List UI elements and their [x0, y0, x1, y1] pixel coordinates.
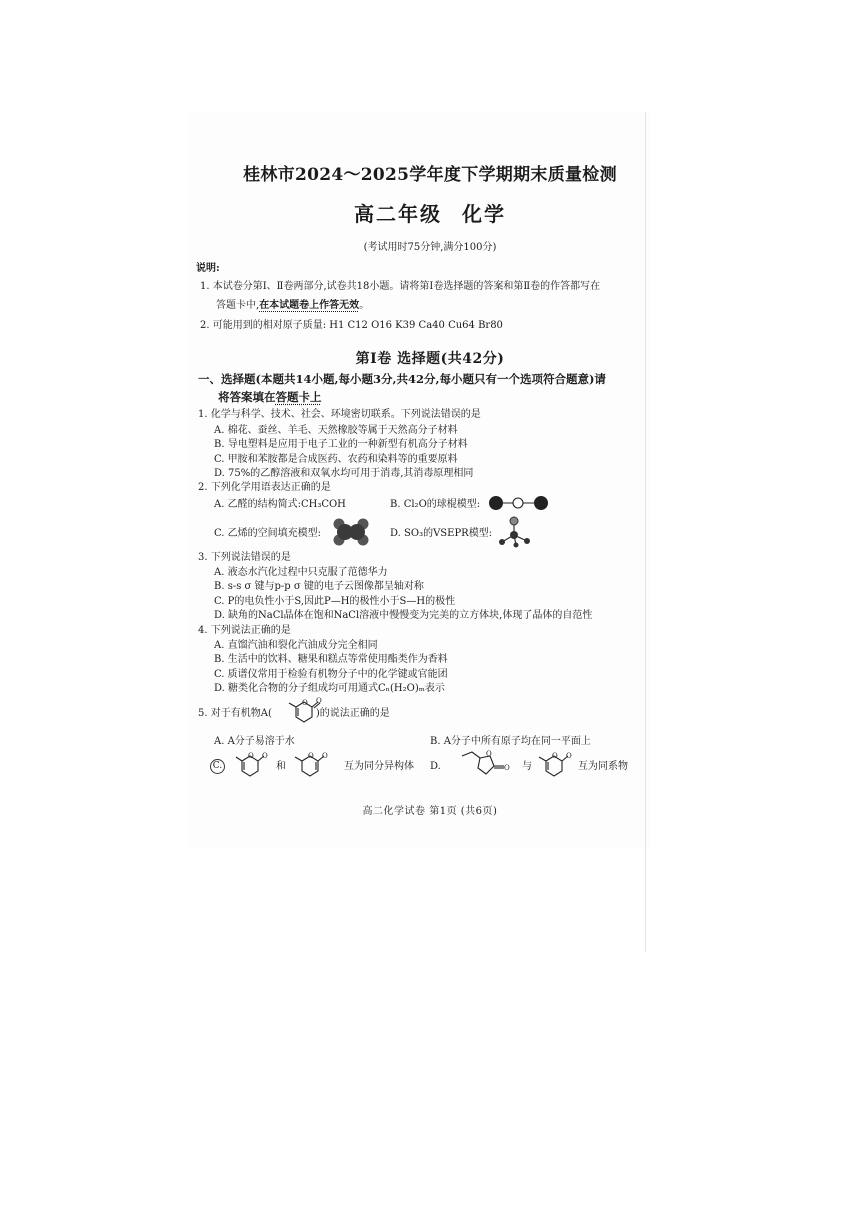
- q3-option-b: B. s-s σ 键与p-p σ 键的电子云图像都呈轴对称: [214, 581, 424, 592]
- section-instruction: 一、选择题(本题共14小题,每小题3分,共42分,每小题只有一个选项符合题意)请: [198, 372, 606, 386]
- q2-stem: 2. 下列化学用语表达正确的是: [198, 482, 331, 493]
- grade-label: 高二年级: [354, 202, 442, 226]
- exam-info: (考试用时75分钟,满分100分): [363, 242, 497, 253]
- q1-option-c: C. 甲胺和苯胺都是合成医药、农药和染料等的重要原料: [214, 454, 458, 465]
- q1-stem: 1. 化学与科学、技术、社会、环境密切联系。下列说法错误的是: [198, 409, 481, 420]
- note-item-2: 2. 可能用到的相对原子质量: H1 C12 O16 K39 Ca40 Cu64 Br80: [200, 320, 503, 331]
- svg-text:O: O: [504, 764, 510, 772]
- q5-option-a: A. A分子易溶于水: [214, 736, 295, 747]
- q5-stem: 5. 对于有机物A( )的说法正确的是: [198, 708, 390, 719]
- q4-option-b: B. 生活中的饮料、糖果和糕点等常使用酯类作为香料: [214, 654, 448, 665]
- svg-text:O: O: [308, 752, 314, 760]
- q1-option-d: D. 75%的乙醇溶液和双氧水均可用于消毒,其消毒原理相同: [214, 468, 474, 479]
- q4-option-d: D. 糖类化合物的分子组成均可用通式Cₙ(H₂O)ₘ表示: [214, 683, 445, 694]
- q5-d-structure-2: [534, 752, 576, 778]
- q5-option-d-label: D.: [430, 761, 441, 772]
- q4-option-c: C. 质谱仪常用于检验有机物分子中的化学键或官能团: [214, 669, 448, 680]
- q2-option-d: D. SO₃的VSEPR模型:: [390, 528, 493, 539]
- q3-option-a: A. 液态水汽化过程中只克服了范德华力: [214, 567, 388, 578]
- q2-option-c: C. 乙烯的空间填充模型:: [214, 528, 322, 539]
- q5-option-c-tail: 互为同分异构体: [344, 761, 414, 772]
- q2-option-b: B. Cl₂O的球棍模型:: [390, 499, 481, 510]
- so3-vsepr-model: [494, 515, 534, 549]
- q2-option-a: A. 乙醛的结构简式:CH₃COH: [214, 499, 346, 510]
- note-item-1-cont: 答题卡中,在本试题卷上作答无效。: [216, 300, 370, 311]
- notes-label: 说明:: [196, 263, 220, 274]
- svg-text:O: O: [302, 699, 308, 707]
- q5-c-structure-2: [290, 752, 332, 778]
- ethylene-space-filling-model: [333, 518, 369, 546]
- subject-label: 化学: [462, 202, 506, 226]
- q5-d-structure-1: [460, 748, 524, 778]
- instruction-emphasis: 答题卡上: [275, 390, 322, 404]
- svg-text:O: O: [248, 752, 254, 760]
- svg-text:O: O: [552, 752, 558, 760]
- page-footer: 高二化学试卷 第1页 (共6页): [362, 806, 498, 817]
- q1-option-b: B. 导电塑料是应用于电子工业的一种新型有机高分子材料: [214, 439, 468, 450]
- svg-text:O: O: [316, 697, 322, 705]
- q5-option-d-tail: 互为同系物: [578, 761, 628, 772]
- q5-option-c-label: [210, 759, 225, 774]
- q3-option-d: D. 缺角的NaCl晶体在饱和NaCl溶液中慢慢变为完美的立方体块,体现了晶体的自范性: [214, 610, 593, 621]
- q4-stem: 4. 下列说法正确的是: [198, 625, 291, 636]
- q4-option-a: A. 直馏汽油和裂化汽油成分完全相同: [214, 640, 378, 651]
- q1-option-a: A. 棉花、蚕丝、羊毛、天然橡胶等属于天然高分子材料: [214, 425, 458, 436]
- section-instruction-cont: 将答案填在答题卡上: [218, 390, 322, 404]
- note-item-1: 1. 本试卷分第Ⅰ、Ⅱ卷两部分,试卷共18小题。请将第Ⅰ卷选择题的答案和第Ⅱ卷的作答都写在: [200, 281, 601, 292]
- q5-c-structure-1: [232, 752, 272, 778]
- q5-option-d-with: 与: [522, 761, 532, 772]
- q3-stem: 3. 下列说法错误的是: [198, 552, 291, 563]
- svg-text:O: O: [322, 752, 328, 760]
- q5-option-c-and: 和: [276, 761, 286, 772]
- answer-circle-mark: C.: [210, 759, 225, 774]
- cl2o-ball-stick-model: [488, 494, 550, 512]
- q5-option-b: B. A分子中所有原子均在同一平面上: [430, 736, 591, 747]
- svg-text:O: O: [566, 752, 572, 760]
- exam-subtitle: [0, 198, 860, 227]
- section-title: 第Ⅰ卷 选择题(共42分): [355, 351, 505, 367]
- svg-text:O: O: [262, 752, 268, 760]
- compound-a-structure: [284, 697, 328, 725]
- note-emphasis: 在本试题卷上作答无效: [259, 300, 360, 311]
- exam-title: 桂林市2024～2025学年度下学期期末质量检测: [243, 165, 617, 185]
- q3-option-c: C. P的电负性小于S,因此P—H的极性小于S—H的极性: [214, 596, 456, 607]
- svg-text:O: O: [486, 750, 492, 758]
